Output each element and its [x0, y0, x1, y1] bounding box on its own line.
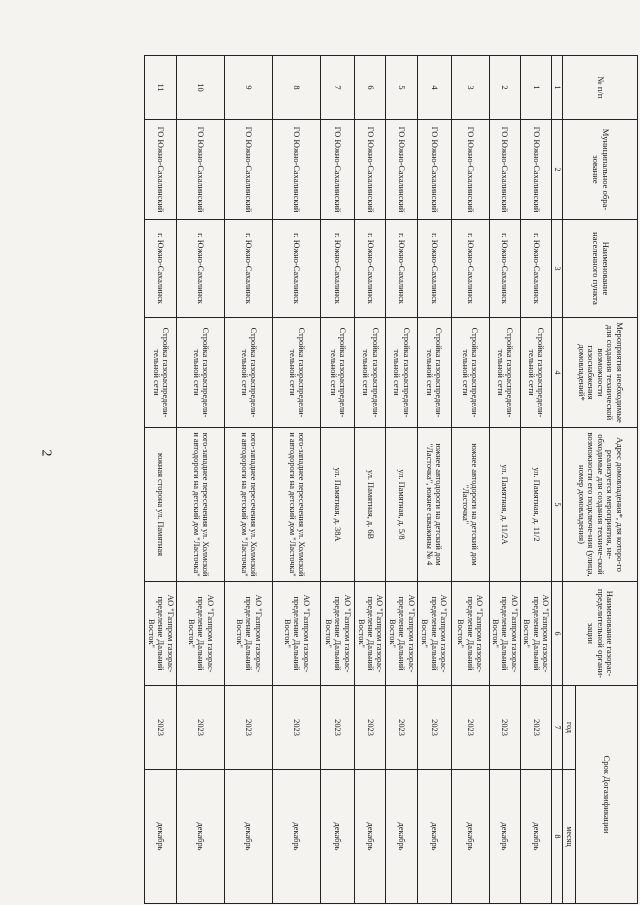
- cell-num: 7: [321, 56, 355, 120]
- cell-address: ул. Памятная, д. 38А: [321, 428, 355, 582]
- cell-measures: Стройка газораспредели-тельной сети: [386, 318, 417, 428]
- cell-settlement: г. Южно-Сахалинск: [145, 220, 177, 318]
- table-row: [520, 56, 551, 904]
- cell-month: декабрь: [489, 770, 520, 904]
- cell-year: 2023: [225, 686, 273, 770]
- cell-municipality: ГО Южно-Сахалинский: [273, 120, 321, 220]
- col-number: 4: [552, 318, 563, 428]
- cell-org: АО "Газпром газорас-пределение Дальний Восток": [489, 582, 520, 686]
- cell-settlement: г. Южно-Сахалинск: [489, 220, 520, 318]
- cell-municipality: ГО Южно-Сахалинский: [145, 120, 177, 220]
- cell-org: АО "Газпром газорас-пределение Дальний Восток": [355, 582, 386, 686]
- cell-measures: Стройка газораспредели-тельной сети: [417, 318, 451, 428]
- cell-municipality: ГО Южно-Сахалинский: [177, 120, 225, 220]
- header-deadline: Срок Догазификации: [576, 686, 638, 904]
- rotated-table-sheet: [146, 55, 638, 903]
- col-number: 3: [552, 220, 563, 318]
- cell-address: юго-западнее пересечения ул. Холмской и автодороги на детский дом "Ласточка": [177, 428, 225, 582]
- cell-org: АО "Газпром газорас-пределение Дальний Восток": [520, 582, 551, 686]
- cell-measures: Стройка газораспредели-тельной сети: [225, 318, 273, 428]
- cell-month: декабрь: [355, 770, 386, 904]
- cell-address: южнее автодороги на детский дом "Ласточка", южнее скважины № 4: [417, 428, 451, 582]
- cell-measures: Стройка газораспредели-тельной сети: [273, 318, 321, 428]
- table-row: [451, 56, 489, 904]
- cell-month: декабрь: [417, 770, 451, 904]
- table-row: [177, 56, 225, 904]
- cell-num: 11: [145, 56, 177, 120]
- cell-municipality: ГО Южно-Сахалинский: [225, 120, 273, 220]
- header-year: год: [563, 686, 576, 770]
- cell-month: декабрь: [177, 770, 225, 904]
- table-row: [386, 56, 417, 904]
- cell-year: 2023: [355, 686, 386, 770]
- cell-measures: Стройка газораспредели-тельной сети: [145, 318, 177, 428]
- cell-address: ул. Памятная, д. 6В: [355, 428, 386, 582]
- cell-settlement: г. Южно-Сахалинск: [273, 220, 321, 318]
- cell-address: ул. Памятная, д. 11/2: [520, 428, 551, 582]
- cell-year: 2023: [520, 686, 551, 770]
- cell-settlement: г. Южно-Сахалинск: [451, 220, 489, 318]
- cell-address: ул. Памятная, д. 5/8: [386, 428, 417, 582]
- cell-month: декабрь: [273, 770, 321, 904]
- cell-measures: Стройка газораспредели-тельной сети: [489, 318, 520, 428]
- header-num: № п/п: [563, 56, 638, 120]
- table-row: [489, 56, 520, 904]
- table-row: [417, 56, 451, 904]
- cell-org: АО "Газпром газорас-пределение Дальний Восток": [273, 582, 321, 686]
- header-row: [576, 56, 638, 904]
- column-numbers-row: [552, 56, 563, 904]
- cell-settlement: г. Южно-Сахалинск: [225, 220, 273, 318]
- cell-year: 2023: [386, 686, 417, 770]
- cell-address: южнее автодороги на детский дом "Ласточка": [451, 428, 489, 582]
- cell-year: 2023: [177, 686, 225, 770]
- cell-measures: Стройка газораспредели-тельной сети: [520, 318, 551, 428]
- cell-num: 9: [225, 56, 273, 120]
- col-number: 5: [552, 428, 563, 582]
- cell-org: АО "Газпром газорас-пределение Дальний Восток": [225, 582, 273, 686]
- cell-month: декабрь: [451, 770, 489, 904]
- cell-month: декабрь: [520, 770, 551, 904]
- col-number: 7: [552, 686, 563, 770]
- cell-num: 4: [417, 56, 451, 120]
- cell-municipality: ГО Южно-Сахалинский: [451, 120, 489, 220]
- cell-num: 10: [177, 56, 225, 120]
- cell-num: 6: [355, 56, 386, 120]
- cell-municipality: ГО Южно-Сахалинский: [417, 120, 451, 220]
- cell-month: декабрь: [321, 770, 355, 904]
- cell-month: декабрь: [386, 770, 417, 904]
- table-row: [273, 56, 321, 904]
- table-row: [321, 56, 355, 904]
- cell-measures: Стройка газораспредели-тельной сети: [177, 318, 225, 428]
- cell-org: АО "Газпром газорас-пределение Дальний Восток": [321, 582, 355, 686]
- cell-month: декабрь: [225, 770, 273, 904]
- cell-org: АО "Газпром газорас-пределение Дальний Восток": [417, 582, 451, 686]
- table-row: [355, 56, 386, 904]
- col-number: 1: [552, 56, 563, 120]
- header-month: месяц: [563, 770, 576, 904]
- cell-address: юго-западнее пересечения ул. Холмской и автодороги на детский дом "Ласточка": [273, 428, 321, 582]
- table-row: [225, 56, 273, 904]
- cell-address: ул. Памятная, д. 11/2А: [489, 428, 520, 582]
- cell-year: 2023: [451, 686, 489, 770]
- header-address: Адрес домовладения*, для которо-го реализуется мероприятия, не-обходимые для создания техниче-ской возможности его подключе-ния (улица, номер домовладения): [563, 428, 638, 582]
- header-measures: Мероприятия необходимые для создания технической возможности газоснабжения домовладений*: [563, 318, 638, 428]
- cell-municipality: ГО Южно-Сахалинский: [520, 120, 551, 220]
- cell-year: 2023: [321, 686, 355, 770]
- col-number: 2: [552, 120, 563, 220]
- cell-municipality: ГО Южно-Сахалинский: [489, 120, 520, 220]
- cell-year: 2023: [273, 686, 321, 770]
- cell-org: АО "Газпром газорас-пределение Дальний Восток": [451, 582, 489, 686]
- cell-settlement: г. Южно-Сахалинск: [386, 220, 417, 318]
- cell-num: 3: [451, 56, 489, 120]
- cell-settlement: г. Южно-Сахалинск: [177, 220, 225, 318]
- col-number: 6: [552, 582, 563, 686]
- table-body: [145, 56, 638, 904]
- table-row: [145, 56, 177, 904]
- col-number: 8: [552, 770, 563, 904]
- cell-year: 2023: [417, 686, 451, 770]
- cell-year: 2023: [489, 686, 520, 770]
- cell-num: 1: [520, 56, 551, 120]
- cell-year: 2023: [145, 686, 177, 770]
- cell-settlement: г. Южно-Сахалинск: [417, 220, 451, 318]
- cell-address: юго-западнее пересечения ул. Холмской и автодороги на детский дом "Ласточка": [225, 428, 273, 582]
- page-number: 2: [38, 449, 54, 457]
- gasification-table: [144, 55, 638, 904]
- cell-org: АО "Газпром газорас-пределение Дальний Восток": [145, 582, 177, 686]
- cell-settlement: г. Южно-Сахалинск: [520, 220, 551, 318]
- cell-municipality: ГО Южно-Сахалинский: [355, 120, 386, 220]
- cell-measures: Стройка газораспредели-тельной сети: [321, 318, 355, 428]
- cell-month: декабрь: [145, 770, 177, 904]
- cell-municipality: ГО Южно-Сахалинский: [321, 120, 355, 220]
- cell-address: южная сторона ул. Памятная: [145, 428, 177, 582]
- header-org: Наименование газорас-пределительной органи-зации: [563, 582, 638, 686]
- cell-org: АО "Газпром газорас-пределение Дальний Восток": [177, 582, 225, 686]
- cell-num: 2: [489, 56, 520, 120]
- cell-municipality: ГО Южно-Сахалинский: [386, 120, 417, 220]
- cell-num: 5: [386, 56, 417, 120]
- cell-measures: Стройка газораспредели-тельной сети: [451, 318, 489, 428]
- cell-settlement: г. Южно-Сахалинск: [321, 220, 355, 318]
- header-municipality: Муниципальное обра-зование: [563, 120, 638, 220]
- cell-settlement: г. Южно-Сахалинск: [355, 220, 386, 318]
- cell-org: АО "Газпром газорас-пределение Дальний Восток": [386, 582, 417, 686]
- cell-num: 8: [273, 56, 321, 120]
- cell-measures: Стройка газораспредели-тельной сети: [355, 318, 386, 428]
- header-settlement: Наименование населенного пункта: [563, 220, 638, 318]
